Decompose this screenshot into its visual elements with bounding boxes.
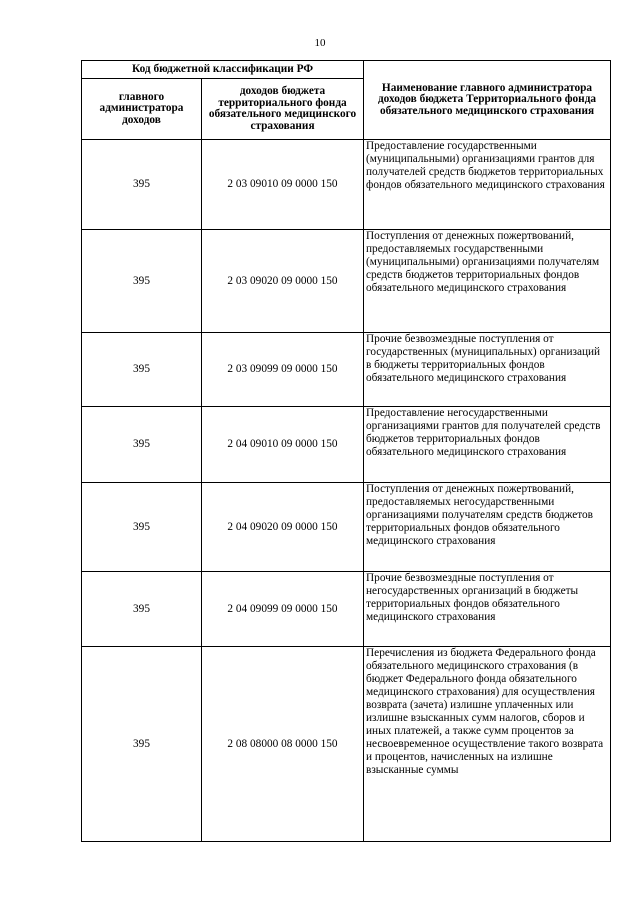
header-budget-code-group: Код бюджетной классификации РФ xyxy=(82,61,364,79)
table-header-row xyxy=(82,61,611,79)
table-row xyxy=(82,407,611,483)
admin-code-cell: 395 xyxy=(82,647,202,842)
revenue-code-cell: 2 08 08000 08 0000 150 xyxy=(202,647,364,842)
table-row xyxy=(82,333,611,407)
admin-code-cell: 395 xyxy=(82,230,202,333)
admin-code-cell: 395 xyxy=(82,333,202,407)
revenue-name-cell: Поступления от денежных пожертвований, предоставляемых негосударственными организациями получателям средств бюджетов территориальных фондов обязательного медицинского страхования xyxy=(364,483,611,572)
header-administrator-name: Наименование главного администратора доходов бюджета Территориального фонда обязательного медицинского страхования xyxy=(364,61,611,140)
admin-code-cell: 395 xyxy=(82,483,202,572)
revenue-name-cell: Перечисления из бюджета Федерального фонда обязательного медицинского страхования (в бюджет Федерального фонда обязательного медицинского страхования) для осуществления возврата (зачета) излишне уплаченных или излишне взысканных сумм налогов, сборов и иных платежей, а также сумм процентов за несвоевременное осуществление такого возврата и процентов, начисленных на излишне взысканные суммы xyxy=(364,647,611,842)
revenue-code-cell: 2 04 09010 09 0000 150 xyxy=(202,407,364,483)
revenue-code-cell: 2 04 09099 09 0000 150 xyxy=(202,572,364,647)
table-row xyxy=(82,140,611,230)
page-number: 10 xyxy=(314,37,326,49)
table-row xyxy=(82,230,611,333)
table-row xyxy=(82,483,611,572)
revenue-name-cell: Прочие безвозмездные поступления от государственных (муниципальных) организаций в бюджеты территориальных фондов обязательного медицинского страхования xyxy=(364,333,611,407)
revenue-code-cell: 2 03 09020 09 0000 150 xyxy=(202,230,364,333)
header-chief-administrator: главного администратора доходов xyxy=(82,79,202,140)
admin-code-cell: 395 xyxy=(82,407,202,483)
revenue-name-cell: Прочие безвозмездные поступления от негосударственных организаций в бюджеты территориальных фондов обязательного медицинского страхования xyxy=(364,572,611,647)
budget-classification-table xyxy=(81,60,611,842)
table-row xyxy=(82,647,611,842)
revenue-code-cell: 2 04 09020 09 0000 150 xyxy=(202,483,364,572)
table-row xyxy=(82,572,611,647)
admin-code-cell: 395 xyxy=(82,140,202,230)
admin-code-cell: 395 xyxy=(82,572,202,647)
revenue-name-cell: Поступления от денежных пожертвований, предоставляемых государственными (муниципальными) организациями получателям средств бюджетов территориальных фондов обязательного медицинского страхования xyxy=(364,230,611,333)
revenue-name-cell: Предоставление государственными (муниципальными) организациями грантов для получателей средств бюджетов территориальных фондов обязательного медицинского страхования xyxy=(364,140,611,230)
header-revenue-code: доходов бюджета территориального фонда обязательного медицинского страхования xyxy=(202,79,364,140)
revenue-code-cell: 2 03 09010 09 0000 150 xyxy=(202,140,364,230)
revenue-name-cell: Предоставление негосударственными организациями грантов для получателей средств бюджетов территориальных фондов обязательного медицинского страхования xyxy=(364,407,611,483)
revenue-code-cell: 2 03 09099 09 0000 150 xyxy=(202,333,364,407)
